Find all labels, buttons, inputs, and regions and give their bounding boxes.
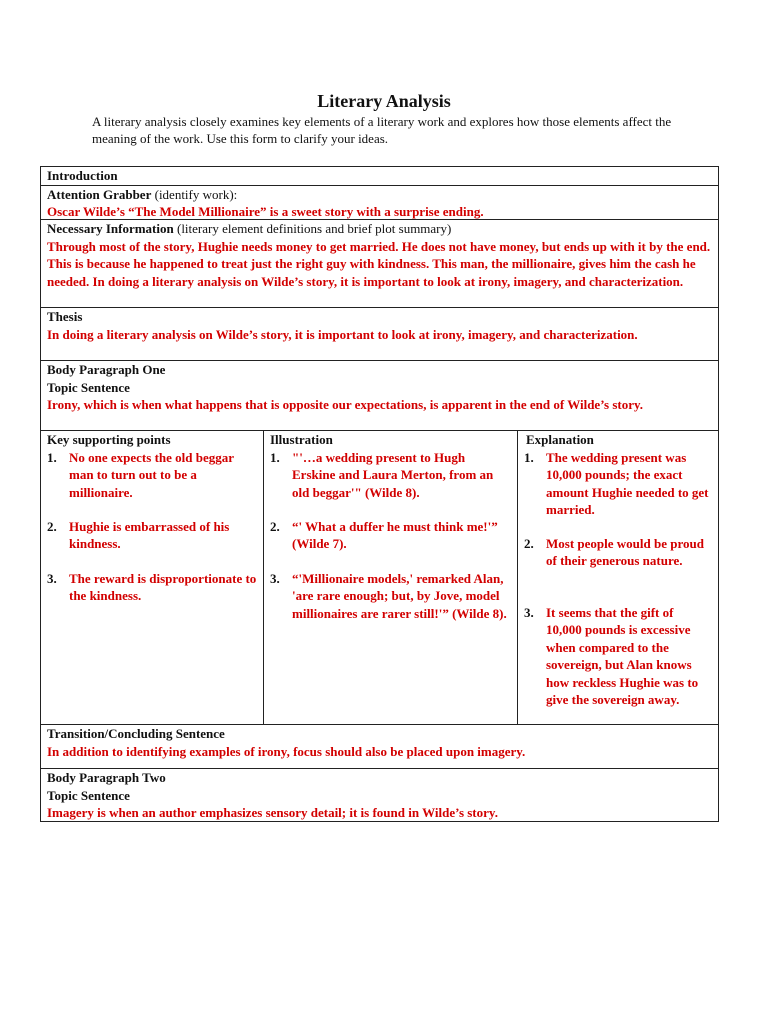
necessary-info-hint: (literary element definitions and brief plot summary) — [173, 221, 452, 236]
transition-section — [41, 724, 718, 768]
explanation-item: 2. Most people would be proud of their generous nature. — [524, 535, 704, 568]
attention-grabber-label: Attention Grabber — [47, 186, 152, 202]
transition-text: In addition to identifying examples of irony, focus should also be placed upon imagery. — [47, 743, 526, 759]
transition-label: Transition/Concluding Sentence — [47, 726, 225, 741]
necessary-info-label: Necessary Information — [47, 221, 174, 236]
page-title: Literary Analysis — [317, 91, 451, 111]
thesis-section — [41, 307, 718, 360]
explanation-item: 3. It seems that the gift of 10,000 pounds is excessive when compared to the sovereign, but Alan knows how reckless Hughie was to give the sovereign away. — [524, 604, 699, 707]
introduction-section — [41, 167, 718, 219]
attention-grabber-text: Oscar Wilde’s “The Model Millionaire” is a sweet story with a surprise ending. — [47, 204, 484, 219]
col-header-explanation: Explanation — [526, 432, 594, 447]
body-two-section — [41, 768, 718, 822]
col-header-illustration: Illustration — [270, 432, 333, 447]
body-one-section — [41, 360, 718, 430]
explanation-item: 1. The wedding present was 10,000 pounds; the exact amount Hughie needed to get married. — [524, 449, 709, 517]
intro-paragraph: A literary analysis closely examines key elements of a literary work and explores how those elements affect the meaning of the work. Use this form to clarify your ideas. — [92, 114, 672, 146]
col-header-key-points: Key supporting points — [47, 432, 171, 447]
illustration-column — [263, 431, 517, 724]
illustration-item: 1. "'…a wedding present to Hugh Erskine and Laura Merton, from an old beggar'" (Wilde 8). — [270, 449, 494, 500]
supporting-table — [41, 430, 718, 724]
body-two-topic-label: Topic Sentence — [47, 787, 130, 803]
key-point-item: 1. No one expects the old beggar man to turn out to be a millionaire. — [47, 449, 234, 500]
explanation-column — [517, 431, 718, 724]
illustration-item: 3. “'Millionaire models,' remarked Alan, 'are rare enough; but, by Jove, model millionaires are rarer still!'” (Wilde 8). — [270, 570, 507, 621]
key-points-column — [41, 431, 263, 724]
illustration-item: 2. “' What a duffer he must think me!'” (Wilde 7). — [270, 518, 498, 551]
body-two-heading: Body Paragraph Two — [47, 770, 166, 785]
analysis-form — [40, 166, 719, 822]
body-one-topic-text: Irony, which is when what happens that is opposite our expectations, is apparent in the end of Wilde’s story. — [47, 397, 644, 412]
body-one-topic-label: Topic Sentence — [47, 379, 130, 395]
body-two-topic-text: Imagery is when an author emphasizes sensory detail; it is found in Wilde’s story. — [47, 805, 498, 820]
key-point-item: 2. Hughie is embarrassed of his kindness. — [47, 518, 230, 551]
introduction-heading: Introduction — [47, 168, 118, 183]
thesis-label: Thesis — [47, 309, 83, 324]
body-one-heading: Body Paragraph One — [47, 362, 166, 377]
thesis-text: In doing a literary analysis on Wilde’s story, it is important to look at irony, imagery, and characterization. — [47, 326, 638, 342]
necessary-info-text: Through most of the story, Hughie needs money to get married. He does not have money, but ends up with it by the end. This is because he happened to treat just the right guy with kindness. This man, the millionaire, gives him the cash he needed. In doing a literary analysis on Wilde’s story, it is important to look at irony, imagery, and characterization. — [47, 238, 711, 289]
necessary-info-section — [41, 219, 718, 307]
key-point-item: 3. The reward is disproportionate to the kindness. — [47, 570, 257, 603]
attention-grabber-hint: (identify work): — [151, 186, 238, 202]
